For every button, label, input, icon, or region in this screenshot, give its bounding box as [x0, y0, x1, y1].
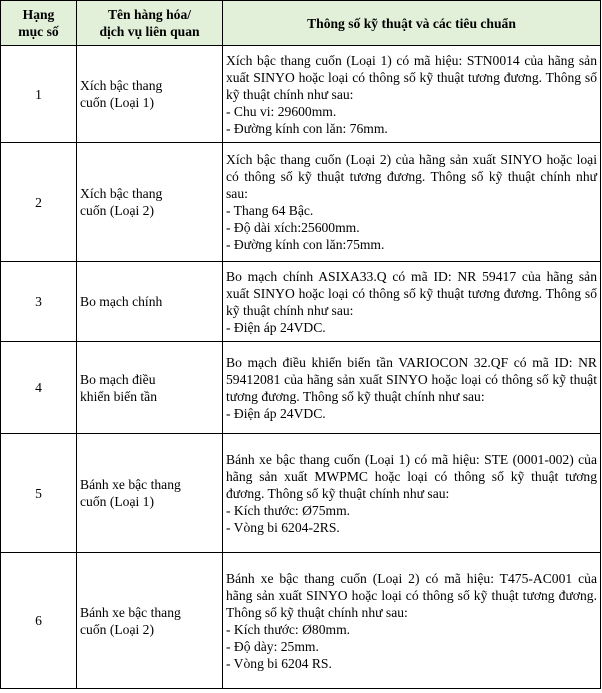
table-row [1, 262, 601, 342]
header-item-number-line1: Hạng [22, 7, 55, 22]
spec-line: - Độ dày: 25mm. [226, 638, 319, 654]
spec-line: - Điện áp 24VDC. [226, 319, 326, 335]
table-row [1, 553, 601, 689]
item-number: 6 [1, 553, 77, 689]
header-item-number-line2: mục số [18, 24, 59, 39]
item-specification [223, 553, 601, 689]
item-name-line1: Bo mạch điều [80, 371, 156, 387]
item-name [77, 143, 223, 262]
spec-line: - Vòng bi 6204-2RS. [226, 519, 340, 535]
item-name-line2: cuốn (Loại 1) [80, 494, 154, 509]
spec-line: - Điện áp 24VDC. [226, 405, 326, 421]
item-specification [223, 143, 601, 262]
item-specification [223, 434, 601, 553]
item-name-line2: cuốn (Loại 2) [80, 203, 154, 218]
item-name [77, 434, 223, 553]
item-name-line1: Bo mạch chính [80, 294, 163, 309]
spec-description: Bánh xe bậc thang cuốn (Loại 2) có mã hiệu: T475-AC001 của hãng sản xuất SINYO hoặc loại có thông số kỹ thuật tương đương. Thông số kỹ thuật chính như sau: [226, 570, 597, 620]
item-name-line1: Xích bậc thang [80, 78, 163, 93]
spec-line: - Chu vi: 29600mm. [226, 103, 337, 119]
item-name-line2: cuốn (Loại 2) [80, 621, 154, 637]
item-name [77, 553, 223, 689]
spec-line: - Độ dài xích:25600mm. [226, 220, 360, 235]
table-row [1, 143, 601, 262]
spec-description: Bánh xe bậc thang cuốn (Loại 1) có mã hiệu: STE (0001-002) của hãng sản xuất MWPMC hoặc loại có thông số kỹ thuật tương đương. Thông số kỹ thuật chính như sau: [226, 451, 597, 501]
header-specifications: Thông số kỹ thuật và các tiêu chuẩn [223, 1, 601, 46]
item-number: 5 [1, 434, 77, 553]
spec-description: Xích bậc thang cuốn (Loại 2) của hãng sản xuất SINYO hoặc loại có thông số kỹ thuật tương đương. Thông số kỹ thuật chính như sau: [226, 152, 597, 201]
item-number: 3 [1, 262, 77, 342]
item-specification [223, 262, 601, 342]
spec-line: - Kích thước: Ø75mm. [226, 502, 351, 518]
item-specification [223, 342, 601, 434]
header-goods-name-line1: Tên hàng hóa/ [107, 7, 192, 22]
item-number: 4 [1, 342, 77, 434]
item-specification [223, 46, 601, 143]
item-name-line1: Bánh xe bậc thang [80, 477, 181, 492]
header-goods-name-line2: dịch vụ liên quan [99, 24, 200, 39]
item-name [77, 342, 223, 434]
item-number: 1 [1, 46, 77, 143]
spec-description: Bo mạch chính ASIXA33.Q có mã ID: NR 59417 của hãng sản xuất SINYO hoặc loại có thông số kỹ thuật tương đương. Thông số kỹ thuật chính như sau: [226, 268, 597, 318]
spec-line: - Đường kính con lăn: 76mm. [226, 120, 388, 136]
spec-line: - Thang 64 Bậc. [226, 203, 314, 218]
table-row [1, 342, 601, 434]
header-item-number [1, 1, 77, 46]
header-row [1, 1, 601, 46]
table-row [1, 46, 601, 143]
spec-description: Bo mạch điều khiển biến tần VARIOCON 32.QF có mã ID: NR 59412081 của hãng sản xuất SINYO hoặc loại có thông số kỹ thuật tương đương. Thông số kỹ thuật chính như sau: [226, 354, 597, 404]
header-goods-name [77, 1, 223, 46]
item-name [77, 262, 223, 342]
item-number: 2 [1, 143, 77, 262]
spec-line: - Kích thước: Ø80mm. [226, 621, 351, 637]
item-name [77, 46, 223, 143]
table-row [1, 434, 601, 553]
item-name-line2: cuốn (Loại 1) [80, 95, 154, 110]
spec-description: Xích bậc thang cuốn (Loại 1) có mã hiệu: STN0014 của hãng sản xuất SINYO hoặc loại có thông số kỹ thuật tương đương. Thông số kỹ thuật chính như sau: [226, 52, 597, 102]
spec-line: - Vòng bi 6204 RS. [226, 655, 332, 671]
spec-line: - Đường kính con lăn:75mm. [226, 237, 385, 252]
item-name-line1: Xích bậc thang [80, 186, 163, 201]
item-name-line2: khiển biến tần [80, 388, 158, 404]
item-name-line1: Bánh xe bậc thang [80, 604, 181, 620]
